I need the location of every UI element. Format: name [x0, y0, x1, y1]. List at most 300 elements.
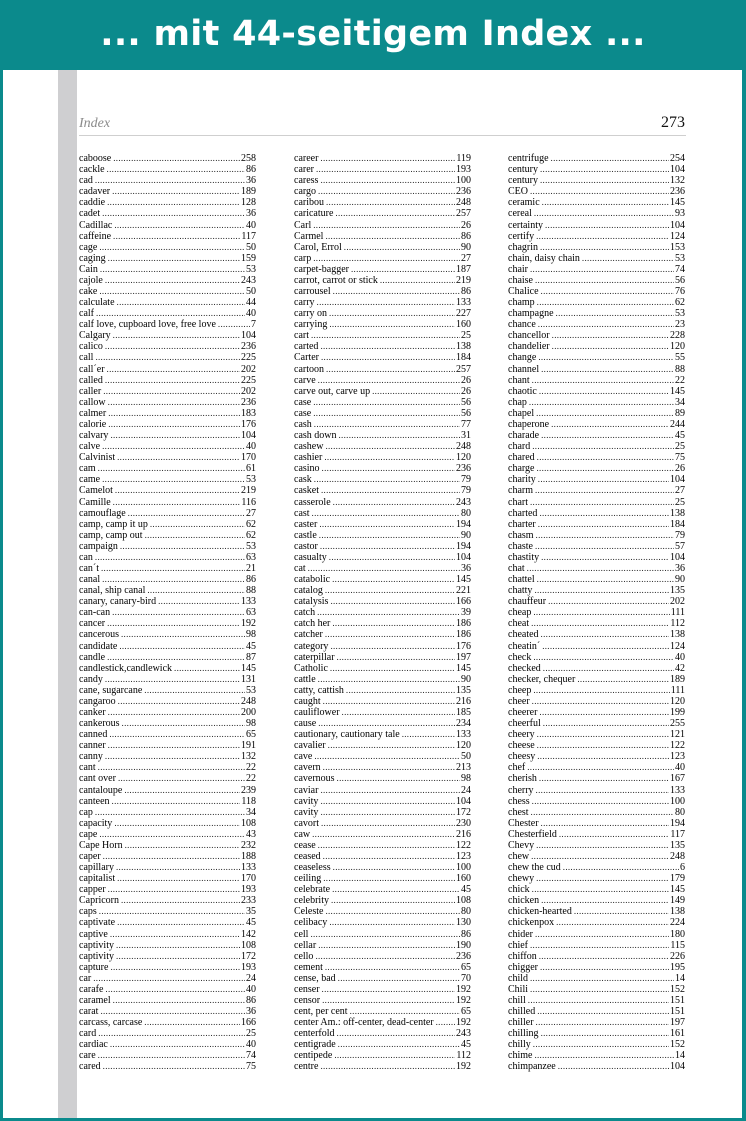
dot-leader: [530, 264, 674, 275]
index-term: canny: [79, 751, 103, 763]
dot-leader: [118, 696, 240, 707]
index-page-ref: 179: [670, 873, 685, 885]
index-page-ref: 116: [241, 496, 256, 508]
dot-leader: [144, 1017, 240, 1028]
index-term: chick: [508, 884, 530, 896]
index-page-ref: 151: [670, 1006, 685, 1018]
dot-leader: [101, 563, 245, 574]
index-term: captivate: [79, 917, 116, 929]
dot-leader: [113, 497, 241, 508]
dot-leader: [105, 275, 240, 286]
dot-leader: [535, 275, 674, 286]
index-term: caddie: [79, 197, 106, 209]
index-term: celebrity: [294, 895, 329, 907]
index-entry: [294, 862, 471, 873]
dot-leader: [332, 618, 455, 629]
dot-leader: [337, 652, 455, 663]
index-term: certainty: [508, 219, 543, 231]
index-page-ref: 194: [456, 540, 471, 552]
index-entry: [294, 596, 471, 607]
dot-leader: [527, 563, 674, 574]
dot-leader: [541, 286, 674, 297]
index-entry: [294, 386, 471, 397]
index-page-ref: 202: [241, 363, 256, 375]
index-page-ref: 149: [670, 895, 685, 907]
index-entry: [79, 607, 256, 618]
index-page-ref: 40: [246, 1039, 256, 1051]
index-term: carted: [294, 341, 319, 353]
index-term: cancerous: [79, 629, 119, 641]
index-entry: [79, 751, 256, 762]
dot-leader: [121, 895, 240, 906]
index-entry: [79, 873, 256, 884]
dot-leader: [329, 308, 455, 319]
index-entry: [294, 397, 471, 408]
dot-leader: [321, 352, 455, 363]
dot-leader: [530, 186, 669, 197]
index-page-ref: 254: [670, 153, 685, 165]
index-entry: [294, 884, 471, 895]
index-term: callow: [79, 396, 106, 408]
index-entry: [294, 796, 471, 807]
index-page-ref: 45: [246, 917, 256, 929]
index-page-ref: 108: [456, 895, 471, 907]
index-page-ref: 123: [456, 851, 471, 862]
index-term: change: [508, 352, 537, 364]
index-page-ref: 200: [241, 706, 256, 718]
index-entry: [508, 530, 685, 541]
index-term: Chili: [508, 983, 529, 995]
index-term: call: [79, 352, 94, 364]
dot-leader: [339, 430, 461, 441]
index-entry: [508, 840, 685, 851]
index-term: candidate: [79, 640, 118, 652]
index-term: caw: [294, 828, 311, 840]
index-entry: [508, 408, 685, 419]
index-page-ref: 202: [241, 385, 256, 397]
dot-leader: [542, 641, 669, 652]
index-entry: [508, 884, 685, 895]
index-term: cask: [294, 474, 312, 486]
index-entry: [294, 219, 471, 230]
dot-leader: [109, 729, 245, 740]
index-entry: [294, 496, 471, 507]
index-entry: [294, 784, 471, 795]
index-entry: [508, 508, 685, 519]
index-entry: [508, 663, 685, 674]
index-entry: [508, 585, 685, 596]
index-entry: [508, 496, 685, 507]
dot-leader: [335, 208, 455, 219]
index-page-ref: 100: [456, 175, 471, 187]
index-entry: [79, 1050, 256, 1061]
dot-leader: [107, 652, 245, 663]
index-entry: [508, 541, 685, 552]
index-page-ref: 104: [670, 219, 685, 231]
index-entry: [79, 341, 256, 352]
index-entry: [79, 796, 256, 807]
index-term: capitalist: [79, 873, 116, 885]
dot-leader: [108, 707, 240, 718]
index-page-ref: 65: [461, 1006, 471, 1018]
index-entry: [508, 851, 685, 862]
index-entry: [294, 618, 471, 629]
index-term: cheerer: [508, 706, 538, 718]
index-term: century: [508, 175, 538, 187]
index-entry: [508, 940, 685, 951]
index-term: chilled: [508, 1006, 536, 1018]
index-term: cangaroo: [79, 695, 116, 707]
index-term: Camelot: [79, 485, 113, 497]
index-page-ref: 118: [241, 795, 256, 807]
index-term: charter: [508, 518, 536, 530]
page-number: 273: [661, 114, 685, 131]
index-page-ref: 145: [456, 662, 471, 674]
index-term: Carter: [294, 352, 319, 364]
index-term: ceiling: [294, 873, 322, 885]
index-term: chest: [508, 806, 529, 818]
index-term: charade: [508, 430, 540, 442]
index-column-1: [79, 153, 256, 1072]
index-entry: [294, 851, 471, 862]
index-page-ref: 93: [675, 208, 685, 220]
index-term: chiller: [508, 1017, 534, 1029]
index-entry: [508, 175, 685, 186]
index-entry: [79, 1061, 256, 1072]
index-page-ref: 86: [461, 286, 471, 298]
index-entry: [294, 208, 471, 219]
index-term: cheat: [508, 618, 530, 630]
index-term: caught: [294, 695, 321, 707]
index-term: chickenpox: [508, 917, 555, 929]
dot-leader: [112, 186, 240, 197]
index-term: candle: [79, 651, 106, 663]
dot-leader: [532, 884, 669, 895]
index-page-ref: 45: [675, 430, 685, 442]
index-page-ref: 74: [246, 1050, 256, 1062]
index-page-ref: 35: [246, 906, 256, 918]
index-entry: [79, 906, 256, 917]
index-entry: [294, 585, 471, 596]
index-entry: [508, 729, 685, 740]
index-page-ref: 40: [675, 651, 685, 663]
index-term: cause: [294, 718, 317, 730]
index-page-ref: 145: [670, 884, 685, 896]
index-term: Carol, Errol: [294, 241, 342, 253]
dot-leader: [117, 917, 245, 928]
index-page-ref: 219: [456, 274, 471, 286]
index-page-ref: 111: [670, 607, 685, 619]
index-term: chicken: [508, 895, 540, 907]
index-term: check: [508, 651, 532, 663]
dot-leader: [536, 873, 669, 884]
index-term: chew the cud: [508, 862, 561, 874]
dot-leader: [118, 773, 245, 784]
index-term: chimpanzee: [508, 1061, 556, 1073]
dot-leader: [545, 220, 669, 231]
index-entry: [294, 773, 471, 784]
index-term: carafe: [79, 983, 104, 995]
index-entry: [79, 508, 256, 519]
index-entry: [294, 186, 471, 197]
dot-leader: [115, 485, 240, 496]
index-page-ref: 98: [246, 718, 256, 730]
index-entry: [508, 973, 685, 984]
index-entry: [508, 1050, 685, 1061]
index-term: cadaver: [79, 186, 111, 198]
index-entry: [294, 751, 471, 762]
index-page-ref: 248: [241, 695, 256, 707]
index-term: chat: [508, 562, 525, 574]
dot-leader: [372, 386, 460, 397]
index-term: calculate: [79, 297, 115, 309]
index-term: chilling: [508, 1028, 539, 1040]
index-entry: [294, 707, 471, 718]
index-term: casualty: [294, 551, 327, 563]
index-entry: [79, 330, 256, 341]
index-entry: [294, 197, 471, 208]
dot-leader: [116, 940, 240, 951]
index-page-ref: 88: [675, 363, 685, 375]
index-page-ref: 135: [456, 684, 471, 696]
index-term: cage: [79, 241, 98, 253]
dot-leader: [538, 519, 669, 530]
index-entry: [508, 430, 685, 441]
index-entry: [508, 1017, 685, 1028]
index-entry: [294, 696, 471, 707]
index-entry: [294, 474, 471, 485]
index-entry: [79, 386, 256, 397]
dot-leader: [120, 541, 245, 552]
index-page-ref: 170: [241, 452, 256, 464]
index-entry: [508, 352, 685, 363]
index-page-ref: 192: [456, 1017, 471, 1029]
index-page-ref: 189: [241, 186, 256, 198]
index-entry: [79, 231, 256, 242]
index-term: cheerful: [508, 718, 541, 730]
index-entry: [508, 685, 685, 696]
index-term: cavernous: [294, 773, 335, 785]
index-term: celibacy: [294, 917, 328, 929]
index-page-ref: 234: [456, 718, 471, 730]
index-entry: [294, 330, 471, 341]
dot-leader: [337, 1028, 455, 1039]
index-page-ref: 243: [456, 1028, 471, 1040]
dot-leader: [539, 951, 669, 962]
index-page-ref: 75: [246, 1061, 256, 1073]
index-term: cavity: [294, 795, 319, 807]
index-page-ref: 53: [246, 540, 256, 552]
index-page-ref: 194: [670, 817, 685, 829]
index-entry: [508, 485, 685, 496]
index-entry: [508, 629, 685, 640]
index-term: centigrade: [294, 1039, 336, 1051]
index-entry: [79, 585, 256, 596]
index-term: ceaseless: [294, 862, 331, 874]
index-term: cauliflower: [294, 706, 340, 718]
index-entry: [79, 397, 256, 408]
index-term: cad: [79, 175, 93, 187]
dot-leader: [95, 552, 245, 563]
index-entry: [508, 242, 685, 253]
index-term: calico: [79, 341, 103, 353]
index-term: ceased: [294, 851, 321, 862]
dot-leader: [112, 607, 245, 618]
dot-leader: [320, 1061, 455, 1072]
index-entry: [79, 928, 256, 939]
index-page-ref: 161: [670, 1028, 685, 1040]
index-entry: [79, 818, 256, 829]
index-entry: [508, 784, 685, 795]
index-page-ref: 197: [670, 1017, 685, 1029]
index-entry: [508, 153, 685, 164]
dot-leader: [533, 1039, 669, 1050]
dot-leader: [113, 153, 240, 164]
index-entry: [508, 1006, 685, 1017]
index-page-ref: 62: [246, 518, 256, 530]
index-entry: [79, 718, 256, 729]
dot-leader: [548, 596, 669, 607]
index-term: chicken-hearted: [508, 906, 572, 918]
dot-leader: [330, 663, 455, 674]
index-entry: [508, 275, 685, 286]
index-page-ref: 50: [461, 751, 471, 763]
index-entry: [79, 375, 256, 386]
dot-leader: [319, 519, 455, 530]
index-entry: [294, 530, 471, 541]
dot-leader: [320, 153, 455, 164]
index-page-ref: 56: [461, 396, 471, 408]
dot-leader: [537, 452, 674, 463]
index-page: [3, 70, 742, 1118]
index-page-ref: 170: [241, 873, 256, 885]
index-page-ref: 213: [456, 762, 471, 774]
dot-leader: [102, 441, 245, 452]
index-term: cat: [294, 562, 306, 574]
banner-title: ... mit 44-seitigem Index ...: [100, 14, 646, 54]
index-term: carrousel: [294, 286, 331, 298]
dot-leader: [536, 1017, 669, 1028]
index-entry: [79, 685, 256, 696]
index-term: cease: [294, 839, 316, 851]
dot-leader: [538, 319, 674, 330]
index-term: carer: [294, 164, 314, 176]
index-term: cankerous: [79, 718, 120, 730]
index-entry: [79, 962, 256, 973]
index-entry: [79, 552, 256, 563]
index-term: carve: [294, 374, 316, 386]
index-term: cheatin´: [508, 640, 541, 652]
index-entry: [79, 264, 256, 275]
dot-leader: [380, 275, 455, 286]
index-page-ref: 77: [461, 418, 471, 430]
index-term: calmer: [79, 407, 107, 419]
dot-leader: [150, 519, 245, 530]
dot-leader: [322, 984, 455, 995]
index-entry: [508, 873, 685, 884]
index-term: canker: [79, 706, 106, 718]
index-term: capacity: [79, 817, 113, 829]
dot-leader: [537, 297, 674, 308]
index-entry: [294, 674, 471, 685]
dot-leader: [537, 574, 674, 585]
index-page-ref: 120: [456, 452, 471, 464]
dot-leader: [330, 596, 455, 607]
dot-leader: [315, 951, 455, 962]
index-term: cavern: [294, 762, 321, 774]
index-entry: [294, 917, 471, 928]
dot-leader: [556, 308, 674, 319]
dot-leader: [100, 264, 245, 275]
dot-leader: [317, 297, 455, 308]
dot-leader: [542, 197, 669, 208]
dot-leader: [113, 330, 240, 341]
index-entry: [294, 286, 471, 297]
index-page-ref: 123: [670, 751, 685, 763]
index-entry: [508, 796, 685, 807]
dot-leader: [541, 1028, 669, 1039]
index-term: carry: [294, 297, 315, 309]
index-entry: [79, 208, 256, 219]
dot-leader: [537, 1006, 669, 1017]
index-term: Carl: [294, 219, 312, 231]
dot-leader: [563, 862, 679, 873]
index-page-ref: 160: [456, 319, 471, 331]
index-term: chef: [508, 762, 526, 774]
index-page-ref: 133: [670, 784, 685, 796]
index-term: caper: [79, 851, 101, 862]
index-entry: [79, 840, 256, 851]
index-page-ref: 53: [675, 252, 685, 264]
index-entry: [294, 718, 471, 729]
dot-leader: [551, 419, 669, 430]
index-term: caribou: [294, 197, 324, 209]
index-page-ref: 31: [461, 430, 471, 442]
dot-leader: [577, 674, 669, 685]
dot-leader: [113, 995, 245, 1006]
index-entry: [79, 186, 256, 197]
index-term: chief: [508, 939, 528, 951]
dot-leader: [323, 851, 455, 862]
index-term: Chevy: [508, 839, 535, 851]
dot-leader: [320, 807, 455, 818]
dot-leader: [322, 463, 455, 474]
index-entry: [294, 519, 471, 530]
dot-leader: [99, 242, 245, 253]
index-entry: [294, 906, 471, 917]
dot-leader: [320, 796, 455, 807]
index-page-ref: 22: [246, 762, 256, 774]
dot-leader: [325, 629, 455, 640]
index-term: carp: [294, 252, 312, 264]
index-page-ref: 192: [456, 995, 471, 1007]
index-page-ref: 21: [246, 562, 256, 574]
index-entry: [294, 740, 471, 751]
index-entry: [294, 607, 471, 618]
dot-leader: [531, 807, 674, 818]
index-term: Calgary: [79, 330, 111, 342]
index-entry: [79, 674, 256, 685]
index-page-ref: 228: [670, 330, 685, 342]
index-page-ref: 100: [670, 795, 685, 807]
index-term: capillary: [79, 862, 114, 874]
index-term: checked: [508, 662, 541, 674]
index-entry: [79, 242, 256, 253]
dot-leader: [107, 364, 240, 375]
index-term: carve out, carve up: [294, 385, 371, 397]
index-term: cavity: [294, 806, 319, 818]
dot-leader: [351, 264, 455, 275]
